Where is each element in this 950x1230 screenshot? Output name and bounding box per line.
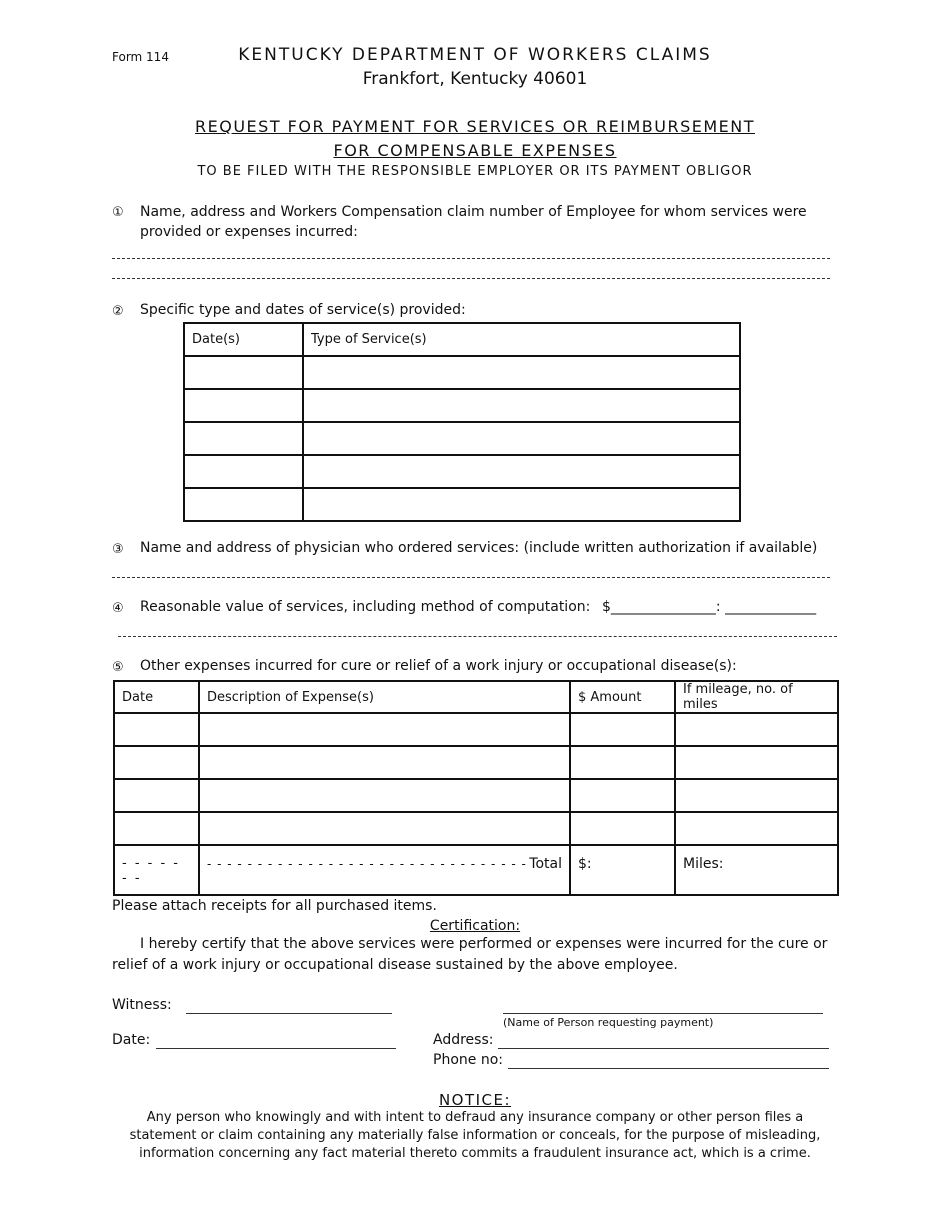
expense-col-description: Description of Expense(s) <box>199 681 570 713</box>
expense-desc-cell[interactable] <box>199 746 570 779</box>
witness-field[interactable] <box>186 1013 392 1014</box>
section-5-number: ⑤ <box>112 660 124 675</box>
table-row <box>114 779 838 812</box>
section-2-label: Specific type and dates of service(s) provided: <box>140 302 466 318</box>
expense-amount-cell[interactable] <box>570 812 675 845</box>
total-description-cell <box>199 845 570 895</box>
physician-line[interactable] <box>112 577 830 578</box>
expense-col-miles: If mileage, no. of miles <box>675 681 838 713</box>
service-type-cell[interactable] <box>303 389 740 422</box>
certification-heading: Certification: <box>429 918 521 934</box>
services-col-dates: Date(s) <box>184 323 303 356</box>
expense-date-cell[interactable] <box>114 779 199 812</box>
expense-desc-cell[interactable] <box>199 812 570 845</box>
expense-miles-cell[interactable] <box>675 812 838 845</box>
form-number: Form 114 <box>112 50 169 64</box>
expense-amount-cell[interactable] <box>570 779 675 812</box>
service-type-cell[interactable] <box>303 422 740 455</box>
notice-line-3: information concerning any fact material thereto commits a fraudulent insurance act, which is a crime. <box>139 1146 811 1161</box>
service-date-cell[interactable] <box>184 488 303 521</box>
phone-field[interactable] <box>508 1068 829 1069</box>
table-row <box>184 356 740 389</box>
service-type-cell[interactable] <box>303 488 740 521</box>
service-date-cell[interactable] <box>184 455 303 488</box>
expense-amount-cell[interactable] <box>570 746 675 779</box>
expense-desc-cell[interactable] <box>199 713 570 746</box>
notice-line-2: statement or claim containing any materially false information or conceals, for the purpose of misleading, <box>129 1128 821 1143</box>
expense-col-amount: $ Amount <box>570 681 675 713</box>
address-label: Address: <box>433 1032 494 1048</box>
expense-date-cell[interactable] <box>114 812 199 845</box>
receipts-note: Please attach receipts for all purchased items. <box>112 898 437 914</box>
table-row <box>184 488 740 521</box>
expense-desc-cell[interactable] <box>199 779 570 812</box>
total-date-dash-text: - - - - - - - <box>122 856 180 886</box>
notice-line-1: Any person who knowingly and with intent to defraud any insurance company or other person files a <box>146 1110 804 1125</box>
value-amount-field[interactable]: $_______________: _____________ <box>602 599 817 615</box>
section-4-number: ④ <box>112 601 124 616</box>
service-type-cell[interactable] <box>303 455 740 488</box>
total-miles-cell[interactable] <box>675 845 838 895</box>
expense-table-header <box>114 681 838 713</box>
total-date-dashes <box>114 845 199 895</box>
table-row <box>114 812 838 845</box>
services-col-type: Type of Service(s) <box>303 323 740 356</box>
address-field[interactable] <box>498 1048 829 1049</box>
expense-date-cell[interactable] <box>114 713 199 746</box>
total-label: Total <box>529 856 562 872</box>
section-4-label: Reasonable value of services, including method of computation: <box>140 599 591 615</box>
section-1-number: ① <box>112 205 124 220</box>
section-5-label: Other expenses incurred for cure or relief of a work injury or occupational disease(s): <box>140 658 737 674</box>
computation-line[interactable] <box>118 636 837 637</box>
service-date-cell[interactable] <box>184 356 303 389</box>
table-row <box>184 389 740 422</box>
form-title-line2: FOR COMPENSABLE EXPENSES <box>333 141 617 160</box>
section-1-label-cont: provided or expenses incurred: <box>140 224 358 240</box>
services-table <box>183 322 741 522</box>
date-label: Date: <box>112 1032 151 1048</box>
employee-info-line-1[interactable] <box>112 258 830 259</box>
expense-date-cell[interactable] <box>114 746 199 779</box>
section-3-label: Name and address of physician who ordered services: (include written authorization if available) <box>140 540 818 556</box>
expense-table <box>113 680 839 896</box>
table-row <box>114 713 838 746</box>
requester-name-caption: (Name of Person requesting payment) <box>503 1016 714 1029</box>
expense-miles-cell[interactable] <box>675 779 838 812</box>
expense-amount-cell[interactable] <box>570 713 675 746</box>
date-field[interactable] <box>156 1048 396 1049</box>
certification-text-l2: relief of a work injury or occupational disease sustained by the above employee. <box>112 957 678 973</box>
expense-miles-cell[interactable] <box>675 746 838 779</box>
section-1-label: Name, address and Workers Compensation claim number of Employee for whom services were <box>140 204 807 220</box>
employee-info-line-2[interactable] <box>112 278 830 279</box>
witness-label: Witness: <box>112 997 172 1013</box>
requester-name-field[interactable] <box>503 1013 823 1014</box>
service-date-cell[interactable] <box>184 389 303 422</box>
form-subtitle: TO BE FILED WITH THE RESPONSIBLE EMPLOYER OR ITS PAYMENT OBLIGOR <box>197 164 753 179</box>
table-row <box>114 746 838 779</box>
section-2-number: ② <box>112 304 124 319</box>
expense-col-date: Date <box>114 681 199 713</box>
expense-total-row <box>114 845 838 895</box>
total-miles-label: Miles: <box>683 856 724 872</box>
certification-text-l1: I hereby certify that the above services were performed or expenses were incurred for the cure or <box>140 936 828 952</box>
service-date-cell[interactable] <box>184 422 303 455</box>
services-table-header <box>184 323 740 356</box>
service-type-cell[interactable] <box>303 356 740 389</box>
total-amount-label: $: <box>578 856 592 872</box>
table-row <box>184 422 740 455</box>
agency-city: Frankfort, Kentucky 40601 <box>362 69 588 89</box>
notice-heading: NOTICE: <box>438 1091 512 1109</box>
agency-name: KENTUCKY DEPARTMENT OF WORKERS CLAIMS <box>238 45 712 65</box>
form-title-line1: REQUEST FOR PAYMENT FOR SERVICES OR REIMBURSEMENT <box>195 117 755 136</box>
total-amount-cell[interactable] <box>570 845 675 895</box>
expense-miles-cell[interactable] <box>675 713 838 746</box>
section-3-number: ③ <box>112 542 124 557</box>
table-row <box>184 455 740 488</box>
total-desc-dash-text: - - - - - - - - - - - - - - - - - - - - - - - - - - - - - - - - <box>207 857 527 871</box>
phone-label: Phone no: <box>433 1052 503 1068</box>
